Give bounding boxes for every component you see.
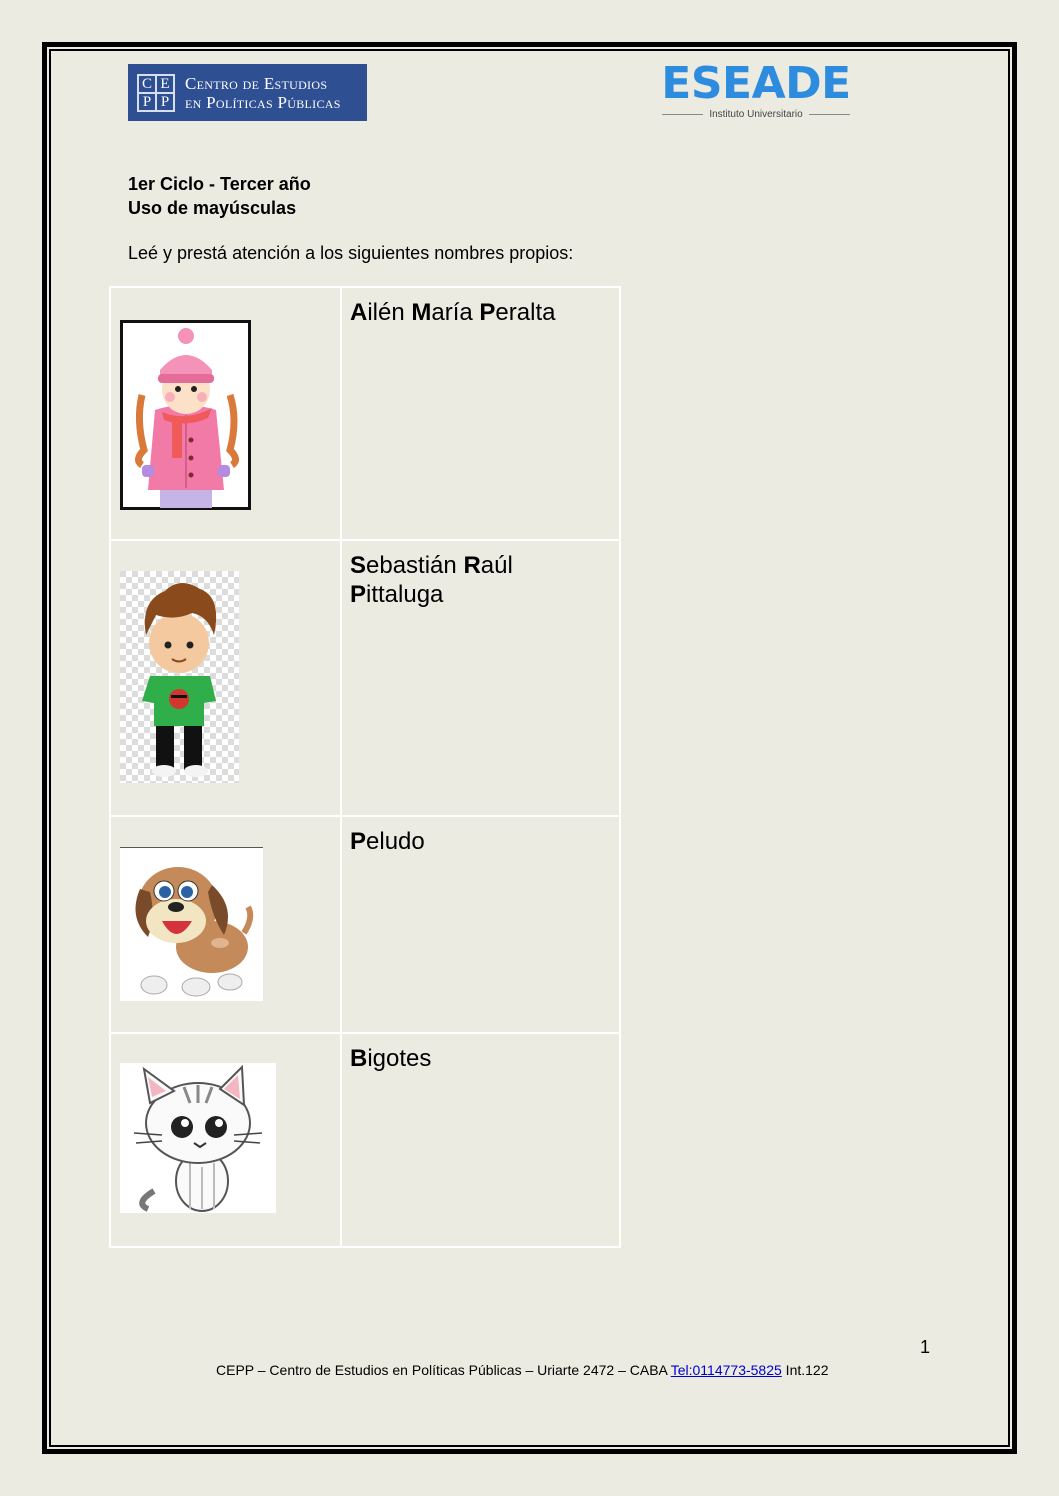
dog-illustration	[120, 847, 263, 1001]
capital-letter: P	[350, 828, 367, 855]
cepp-logo-line1: Centro de Estudios	[185, 73, 328, 93]
divider	[809, 114, 850, 115]
image-cell	[111, 1034, 342, 1246]
name-rest: aría	[431, 299, 473, 326]
name-rest: ebastián	[366, 552, 457, 579]
capital-letter: B	[350, 1045, 368, 1072]
names-table	[109, 286, 621, 1248]
instruction-text: Leé y prestá atención a los siguientes nombres propios:	[128, 243, 574, 263]
image-cell	[111, 817, 342, 1032]
capital-letter: M	[411, 299, 432, 326]
boy-green-shirt-illustration	[120, 571, 239, 783]
capital-letter: P	[350, 581, 367, 608]
divider	[662, 114, 703, 115]
name-rest: aúl	[480, 552, 513, 579]
eseade-logo-subtitle: Instituto Universitario	[709, 109, 803, 120]
footer-address: CEPP – Centro de Estudios en Políticas Públicas – Uriarte 2472 – CABA	[216, 1362, 671, 1378]
capital-letter: P	[479, 299, 496, 326]
name-rest: ilén	[367, 299, 405, 326]
capital-letter: S	[350, 552, 367, 579]
name-rest: eludo	[366, 828, 425, 855]
proper-name	[350, 1045, 431, 1072]
name-rest: igotes	[367, 1045, 432, 1072]
image-cell	[111, 541, 342, 815]
name-cell	[342, 288, 619, 539]
table-row	[111, 286, 619, 541]
name-cell	[342, 1034, 619, 1246]
proper-name	[350, 299, 555, 326]
cepp-logo-mark	[137, 74, 175, 112]
image-cell	[111, 288, 342, 539]
girl-winter-illustration	[120, 320, 251, 510]
cycle-heading: 1er Ciclo - Tercer año	[128, 174, 311, 194]
eseade-logo-word: ESEADE	[661, 58, 851, 109]
name-rest: ittaluga	[366, 581, 444, 608]
eseade-logo	[656, 60, 856, 120]
name-cell	[342, 817, 619, 1032]
page-number: 1	[920, 1337, 931, 1357]
name-rest: eralta	[495, 299, 556, 326]
capital-letter: A	[350, 299, 368, 326]
cat-illustration	[120, 1063, 276, 1213]
cepp-logo	[128, 64, 367, 121]
footer-extension: Int.122	[781, 1362, 829, 1378]
proper-name	[350, 552, 513, 608]
cepp-letter: P	[156, 93, 174, 111]
table-row	[111, 1034, 619, 1248]
capital-letter: R	[463, 552, 481, 579]
table-row	[111, 817, 619, 1034]
cepp-logo-text	[185, 74, 341, 112]
eseade-logo-subtitle-row	[656, 109, 856, 120]
cepp-letter: P	[138, 93, 156, 111]
cepp-logo-line2: en Políticas Públicas	[185, 92, 341, 112]
proper-name	[350, 828, 425, 855]
cepp-letter: C	[138, 75, 156, 93]
name-cell	[342, 541, 619, 815]
footer	[216, 1362, 829, 1378]
cepp-letter: E	[156, 75, 174, 93]
table-row	[111, 541, 619, 817]
topic-heading: Uso de mayúsculas	[128, 198, 297, 218]
phone-link[interactable]: Tel:0114773-5825	[670, 1362, 782, 1378]
